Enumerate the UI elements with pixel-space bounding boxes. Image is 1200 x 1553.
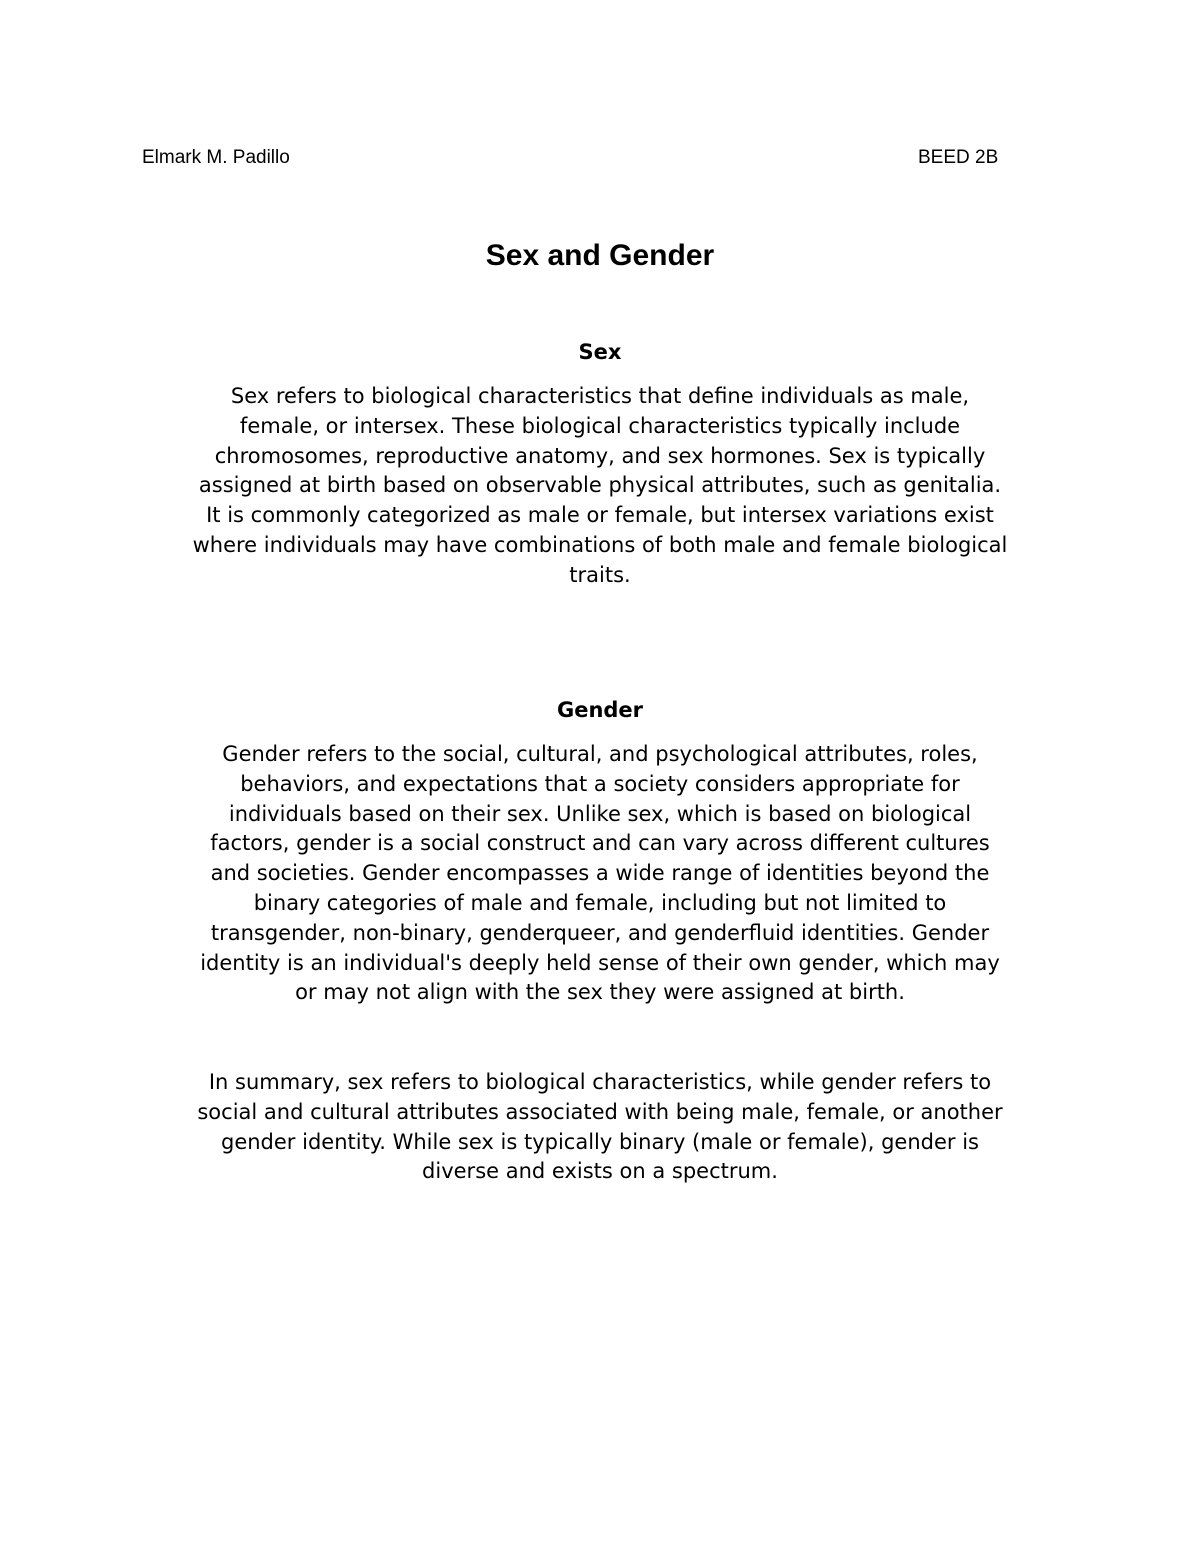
author-name: Elmark M. Padillo bbox=[142, 147, 290, 168]
gender-heading: Gender bbox=[556, 698, 644, 722]
paragraph-line: assigned at birth based on observable physical attributes, such as genitalia. bbox=[198, 473, 1002, 498]
paragraph-line: or may not align with the sex they were assigned at birth. bbox=[295, 980, 905, 1005]
paragraph-line: traits. bbox=[569, 562, 631, 587]
paragraph-line: binary categories of male and female, including but not limited to bbox=[253, 890, 947, 915]
paragraph-line: individuals based on their sex. Unlike sex, which is based on biological bbox=[228, 801, 972, 826]
paragraph-line: where individuals may have combinations of both male and female biological bbox=[192, 532, 1008, 557]
paragraph-line: Sex refers to biological characteristics that define individuals as male, bbox=[230, 384, 970, 408]
summary-paragraph bbox=[120, 1068, 1080, 1187]
class-section: BEED 2B bbox=[918, 147, 999, 168]
paragraph-line: gender identity. While sex is typically binary (male or female), gender is bbox=[220, 1129, 979, 1154]
paragraph-line: transgender, non-binary, genderqueer, and genderfluid identities. Gender bbox=[210, 920, 990, 945]
paragraph-line: and societies. Gender encompasses a wide range of identities beyond the bbox=[210, 861, 990, 886]
paragraph-line: It is commonly categorized as male or female, but intersex variations exist bbox=[206, 503, 994, 528]
paragraph-line: In summary, sex refers to biological characteristics, while gender refers to bbox=[208, 1070, 992, 1094]
paragraph-line: factors, gender is a social construct and can vary across different cultures bbox=[210, 831, 990, 856]
paragraph-line: Gender refers to the social, cultural, and psychological attributes, roles, bbox=[222, 742, 978, 766]
sex-heading: Sex bbox=[578, 340, 622, 364]
paragraph-line: female, or intersex. These biological characteristics typically include bbox=[239, 413, 961, 438]
paragraph-line: chromosomes, reproductive anatomy, and sex hormones. Sex is typically bbox=[214, 443, 986, 468]
paragraph-line: diverse and exists on a spectrum. bbox=[422, 1159, 778, 1184]
paragraph-line: behaviors, and expectations that a society considers appropriate for bbox=[240, 771, 960, 796]
sex-paragraph bbox=[120, 382, 1080, 591]
document-title: Sex and Gender bbox=[485, 239, 715, 272]
paragraph-line: identity is an individual's deeply held sense of their own gender, which may bbox=[200, 950, 1000, 975]
paragraph-line: social and cultural attributes associated with being male, female, or another bbox=[197, 1099, 1003, 1124]
gender-paragraph bbox=[120, 740, 1080, 1008]
